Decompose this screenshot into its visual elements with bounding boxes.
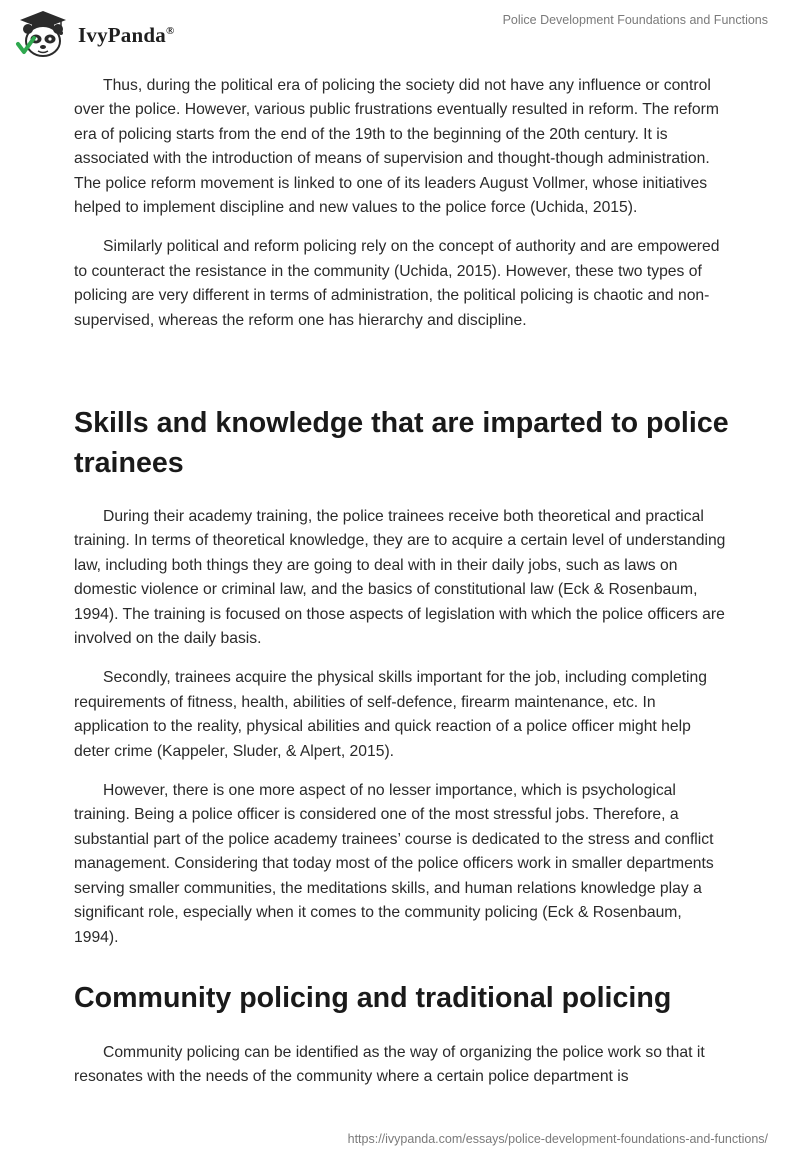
- paragraph: Thus, during the political era of policing the society did not have any influence or control over the police. However, various public frustrations eventually resulted in reform. The reform era of policing starts from the end of the 19th to the beginning of the 20th century. It is associated with the introduction of means of supervision and thought-though administration. The police reform movement is linked to one of its leaders August Vollmer, whose initiatives helped to implement discipline and new values to the police force (Uchida, 2015).: [74, 77, 719, 217]
- registered-mark: ®: [165, 24, 175, 37]
- panda-logo-icon: [14, 8, 72, 60]
- paragraph: Secondly, trainees acquire the physical skills important for the job, including completing requirements of fitness, health, abilities of self-defence, firearm maintenance, etc. In application to the reality, physical abilities and quick reaction of a police officer might help deter crime (Kappeler, Sluder, & Alpert, 2015).: [74, 669, 707, 760]
- brand-name: [78, 23, 174, 48]
- source-url[interactable]: https://ivypanda.com/essays/police-development-foundations-and-functions/: [347, 1132, 768, 1146]
- paragraph: Similarly political and reform policing rely on the concept of authority and are empowered to counteract the resistance in the community (Uchida, 2015). However, these two types of policing are very different in terms of administration, the political policing is chaotic and non-supervised, whereas the reform one has hierarchy and discipline.: [74, 238, 720, 329]
- section-heading: Community policing and traditional policing: [74, 982, 672, 1014]
- page-header: [0, 0, 800, 70]
- section-community: [74, 1041, 730, 1090]
- document-title: Police Development Foundations and Functions: [502, 13, 768, 27]
- brand-name-text: IvyPanda: [78, 22, 166, 47]
- paragraph: During their academy training, the police trainees receive both theoretical and practical training. In terms of theoretical knowledge, they are to acquire a certain level of understanding law, including both things they are going to deal with in their daily jobs, such as laws on domestic violence or criminal law, and the basics of constitutional law (Eck & Rosenbaum, 1994). The training is focused on those aspects of legislation with which the police officers are involved on the daily basis.: [74, 508, 726, 648]
- section-heading: Skills and knowledge that are imparted to police trainees: [74, 407, 729, 479]
- brand-logo[interactable]: [14, 8, 174, 60]
- section-skills: [74, 505, 730, 950]
- paragraph: However, there is one more aspect of no lesser importance, which is psychological training. Being a police officer is considered one of the most stressful jobs. Therefore, a substantial part of the police academy trainees’ course is dedicated to the stress and conflict management. Considering that today most of the police officers work in smaller departments serving smaller communities, the meditations skills, and human relations knowledge play a significant role, especially when it comes to the community policing (Eck & Rosenbaum, 1994).: [74, 782, 714, 946]
- section-intro: [74, 74, 730, 333]
- paragraph: Community policing can be identified as the way of organizing the police work so that it resonates with the needs of the community where a certain police department is: [74, 1044, 705, 1086]
